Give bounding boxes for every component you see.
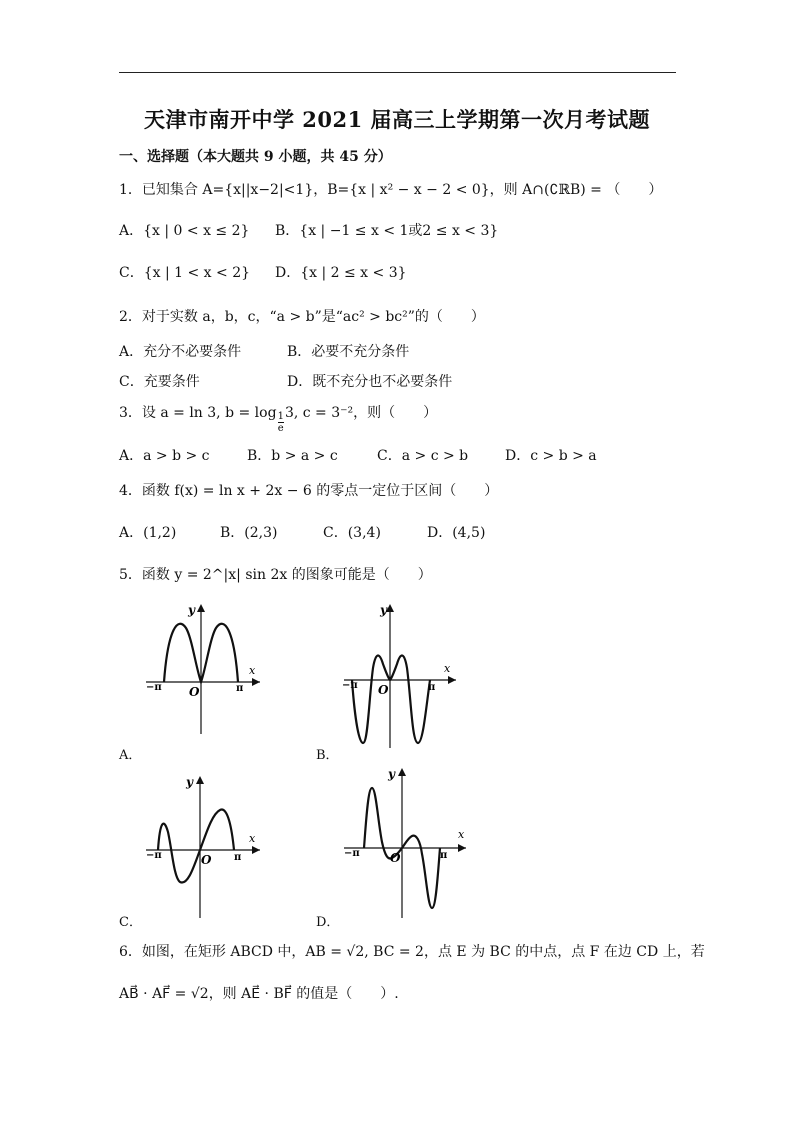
graph-a-neg-pi: −π xyxy=(146,682,162,693)
graph-b-y-arrow xyxy=(386,604,394,612)
question-2-option-b: B．必要不充分条件 xyxy=(287,344,410,360)
graph-d-y-arrow xyxy=(398,768,406,776)
graph-d-origin: O xyxy=(390,851,401,865)
graph-d-y-label: y xyxy=(388,767,395,781)
exam-title: 天津市南开中学 2021 届高三上学期第一次月考试题 xyxy=(143,107,651,132)
question-2-stem: 2．对于实数 a，b，c，“a > b”是“ac² > bc²”的（ ） xyxy=(119,309,485,325)
question-1-option-b: B．{x | −1 ≤ x < 1或2 ≤ x < 3} xyxy=(275,223,499,239)
log-base-fraction xyxy=(278,411,284,434)
graph-c-pos-pi: π xyxy=(234,852,242,863)
question-4-stem: 4．函数 f(x) = ln x + 2x − 6 的零点一定位于区间（ ） xyxy=(119,483,499,499)
graph-c-y-arrow xyxy=(196,776,204,784)
graph-b-origin: O xyxy=(378,683,389,697)
question-3-stem xyxy=(119,403,437,434)
graph-b-x-arrow xyxy=(448,676,456,684)
graph-d-pos-pi: π xyxy=(440,850,448,861)
log-base-denominator: e xyxy=(277,423,284,434)
graph-a-x-label: x xyxy=(249,664,256,677)
question-2-option-a: A．充分不必要条件 xyxy=(119,344,242,360)
question-4-option-c: C．(3,4) xyxy=(323,525,381,541)
question-1-option-c: C．{x | 1 < x < 2} xyxy=(119,265,251,281)
graph-d xyxy=(338,762,473,922)
graph-c-y-label: y xyxy=(186,775,193,789)
graph-d-x-arrow xyxy=(458,844,466,852)
question-3-stem-pre: 3．设 a = ln 3, b = log xyxy=(119,405,277,421)
question-2-option-d: D．既不充分也不必要条件 xyxy=(287,374,453,390)
graph-b-x-label: x xyxy=(444,662,451,675)
question-1-stem: 1．已知集合 A={x||x−2|<1}，B={x | x² − x − 2 < 0}，则 A∩(∁ℝB) = （ ） xyxy=(119,182,663,198)
graph-a-x-arrow xyxy=(252,678,260,686)
graph-a-origin: O xyxy=(189,685,200,699)
graph-d-x-label: x xyxy=(458,828,465,841)
question-3-option-b: B．b > a > c xyxy=(247,448,338,464)
graph-c-origin: O xyxy=(201,853,212,867)
graph-c-curve xyxy=(158,810,234,883)
graph-c xyxy=(138,770,268,920)
question-5-option-a: A． xyxy=(119,748,142,763)
question-1-option-d: D．{x | 2 ≤ x < 3} xyxy=(275,265,407,281)
question-5-option-c: C． xyxy=(119,915,142,930)
question-2-option-c: C．充要条件 xyxy=(119,374,200,390)
graph-b-y-label: y xyxy=(380,603,387,617)
question-4-option-d: D．(4,5) xyxy=(427,525,486,541)
question-4-option-a: A．(1,2) xyxy=(119,525,177,541)
graph-b-neg-pi: −π xyxy=(342,680,358,691)
question-6-stem: 6．如图，在矩形 ABCD 中，AB = √2, BC = 2，点 E 为 BC 的中点，点 F 在边 CD 上，若 xyxy=(119,944,705,960)
question-1-option-a: A．{x | 0 < x ≤ 2} xyxy=(119,223,250,239)
log-base-numerator: 1 xyxy=(277,411,284,422)
graph-c-x-label: x xyxy=(249,832,256,845)
question-5-option-d: D． xyxy=(316,915,340,930)
graph-b xyxy=(338,598,468,753)
section-heading: 一、选择题（本大题共 9 小题，共 45 分） xyxy=(119,149,392,165)
question-5-option-b: B． xyxy=(316,748,339,763)
question-5-stem: 5．函数 y = 2^|x| sin 2x 的图象可能是（ ） xyxy=(119,567,432,583)
graph-c-x-arrow xyxy=(252,846,260,854)
graph-a-y-arrow xyxy=(197,604,205,612)
graph-b-curve xyxy=(352,656,430,744)
question-3-option-d: D．c > b > a xyxy=(505,448,597,464)
question-3-option-a: A．a > b > c xyxy=(119,448,210,464)
question-4-option-b: B．(2,3) xyxy=(220,525,278,541)
question-6-stem-continued: AB⃗ · AF⃗ = √2，则 AE⃗ · BF⃗ 的值是（ ）. xyxy=(119,986,399,1002)
graph-a xyxy=(138,598,268,736)
graph-a-y-label: y xyxy=(188,603,195,617)
header-rule xyxy=(119,72,676,73)
graph-c-neg-pi: −π xyxy=(146,850,162,861)
graph-d-neg-pi: −π xyxy=(344,848,360,859)
question-3-stem-post: 3, c = 3⁻²，则（ ） xyxy=(284,405,438,421)
graph-a-pos-pi: π xyxy=(236,683,244,694)
graph-b-pos-pi: π xyxy=(428,682,436,693)
question-3-option-c: C．a > c > b xyxy=(377,448,469,464)
